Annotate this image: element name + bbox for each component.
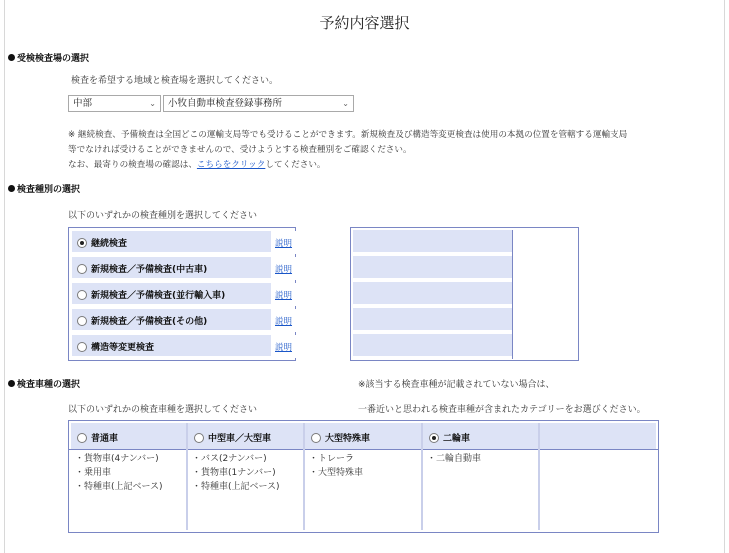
region-select-value: 中部 <box>73 98 93 109</box>
type-option-row[interactable] <box>71 282 293 305</box>
page-title: 予約内容選択 <box>319 14 410 32</box>
vehicle-category-label: 普通車 <box>91 434 119 444</box>
type-option-row[interactable] <box>71 334 293 357</box>
list-item: ・バス(2ナンバー) <box>192 454 267 464</box>
empty-option-table <box>350 227 579 361</box>
venue-instruction: 検査を希望する地域と検査場を選択してください。 <box>71 76 279 86</box>
help-link[interactable]: 説明 <box>275 291 293 301</box>
list-item: ・貨物車(1ナンバー) <box>192 468 276 478</box>
venue-note-suffix: してください。 <box>265 160 326 170</box>
column-divider <box>421 423 423 530</box>
chevron-down-icon: ⌄ <box>149 99 156 108</box>
office-select[interactable] <box>163 95 354 112</box>
column-divider <box>538 423 540 530</box>
empty-category-header <box>540 423 656 449</box>
help-link[interactable]: 説明 <box>275 317 293 327</box>
page-frame-right <box>724 0 725 553</box>
list-item: ・特種車(上記ベース) <box>75 482 163 492</box>
vehicle-category-table <box>68 420 659 533</box>
vehicle-category-items <box>309 452 363 480</box>
type-option-row[interactable] <box>71 230 293 253</box>
radio-icon[interactable] <box>194 433 204 443</box>
vehicle-category-header[interactable] <box>305 423 421 449</box>
vehicle-category-items <box>192 452 280 494</box>
help-link[interactable]: 説明 <box>275 265 293 275</box>
venue-note-line2: 等でなければ受けることができませんので、受けようとする検査種別をご確認ください。 <box>68 145 412 155</box>
section-venue-heading <box>8 51 89 64</box>
column-divider <box>303 423 305 530</box>
bullet-icon <box>8 54 15 61</box>
type-option-label: 新規検査／予備検査(中古車) <box>91 265 208 275</box>
list-item: ・トレーラ <box>309 454 355 464</box>
type-instruction: 以下のいずれかの検査種別を選択してください <box>68 211 258 221</box>
vehicle-category-items <box>75 452 163 494</box>
radio-icon[interactable] <box>77 264 87 274</box>
radio-icon[interactable] <box>77 342 87 352</box>
radio-icon[interactable] <box>429 433 439 443</box>
type-option-row[interactable] <box>71 256 293 279</box>
radio-icon[interactable] <box>77 433 87 443</box>
help-cell <box>271 335 296 358</box>
type-option-label: 継続検査 <box>91 239 128 249</box>
help-link[interactable]: 説明 <box>275 239 293 249</box>
vehicle-category-header[interactable] <box>423 423 538 449</box>
vehicle-note-line2: 一番近いと思われる検査車種が含まれたカテゴリーをお選びください。 <box>358 405 646 415</box>
empty-cell <box>353 308 512 332</box>
venue-note-line3 <box>68 158 326 170</box>
inspection-type-table <box>68 227 296 361</box>
vehicle-category-label: 二輪車 <box>443 434 471 444</box>
column-divider <box>186 423 188 530</box>
radio-icon[interactable] <box>77 238 87 248</box>
chevron-down-icon: ⌄ <box>342 99 349 108</box>
vehicle-note-line1: ※該当する検査車種が記載されていない場合は、 <box>358 380 555 390</box>
bullet-icon <box>8 380 15 387</box>
vehicle-category-option[interactable] <box>77 431 118 444</box>
list-item: ・大型特殊車 <box>309 468 364 478</box>
section-venue-heading-text: 受検検査場の選択 <box>17 54 90 64</box>
section-vehicle-heading-text: 検査車種の選択 <box>17 380 81 390</box>
empty-cell <box>353 256 512 280</box>
help-link[interactable]: 説明 <box>275 343 293 353</box>
type-option[interactable] <box>77 288 225 301</box>
list-item: ・乗用車 <box>75 468 112 478</box>
vehicle-category-option[interactable] <box>429 431 470 444</box>
help-cell <box>271 257 296 280</box>
page-frame-left <box>4 0 5 553</box>
header-divider <box>69 449 658 450</box>
type-option-label: 構造等変更検査 <box>91 343 155 353</box>
section-type-heading-text: 検査種別の選択 <box>17 185 81 195</box>
venue-note-prefix: なお、最寄りの検査場の確認は、 <box>68 160 197 170</box>
vehicle-category-label: 中型車／大型車 <box>208 434 272 444</box>
type-option-row[interactable] <box>71 308 293 331</box>
radio-icon[interactable] <box>311 433 321 443</box>
column-divider <box>512 230 513 359</box>
help-cell <box>271 283 296 306</box>
type-option[interactable] <box>77 340 154 353</box>
type-option-label: 新規検査／予備検査(並行輸入車) <box>91 291 226 301</box>
nearest-venue-link[interactable]: こちらをクリック <box>196 160 266 170</box>
type-option[interactable] <box>77 262 207 275</box>
empty-cell <box>353 334 512 358</box>
radio-icon[interactable] <box>77 290 87 300</box>
vehicle-category-option[interactable] <box>194 431 271 444</box>
list-item: ・二輪自動車 <box>427 454 482 464</box>
empty-cell <box>353 230 512 254</box>
vehicle-category-header[interactable] <box>188 423 303 449</box>
type-option-label: 新規検査／予備検査(その他) <box>91 317 208 327</box>
bullet-icon <box>8 185 15 192</box>
list-item: ・特種車(上記ベース) <box>192 482 280 492</box>
type-option[interactable] <box>77 236 127 249</box>
section-type-heading <box>8 182 80 195</box>
office-select-value: 小牧自動車検査登録事務所 <box>168 98 283 109</box>
section-vehicle-heading <box>8 377 80 390</box>
region-select[interactable] <box>68 95 161 112</box>
vehicle-category-label: 大型特殊車 <box>325 434 371 444</box>
help-cell <box>271 309 296 332</box>
venue-note-line1: ※ 継続検査、予備検査は全国どこの運輸支局等でも受けることができます。新規検査及び構造等変更検査は使用の本拠の位置を管轄する運輸支局 <box>68 130 628 140</box>
help-cell <box>271 231 296 254</box>
vehicle-category-header[interactable] <box>71 423 186 449</box>
vehicle-instruction: 以下のいずれかの検査車種を選択してください <box>68 405 258 415</box>
vehicle-category-items <box>427 452 481 466</box>
vehicle-category-option[interactable] <box>311 431 370 444</box>
radio-icon[interactable] <box>77 316 87 326</box>
empty-cell <box>353 282 512 306</box>
list-item: ・貨物車(4ナンバー) <box>75 454 159 464</box>
type-option[interactable] <box>77 314 207 327</box>
